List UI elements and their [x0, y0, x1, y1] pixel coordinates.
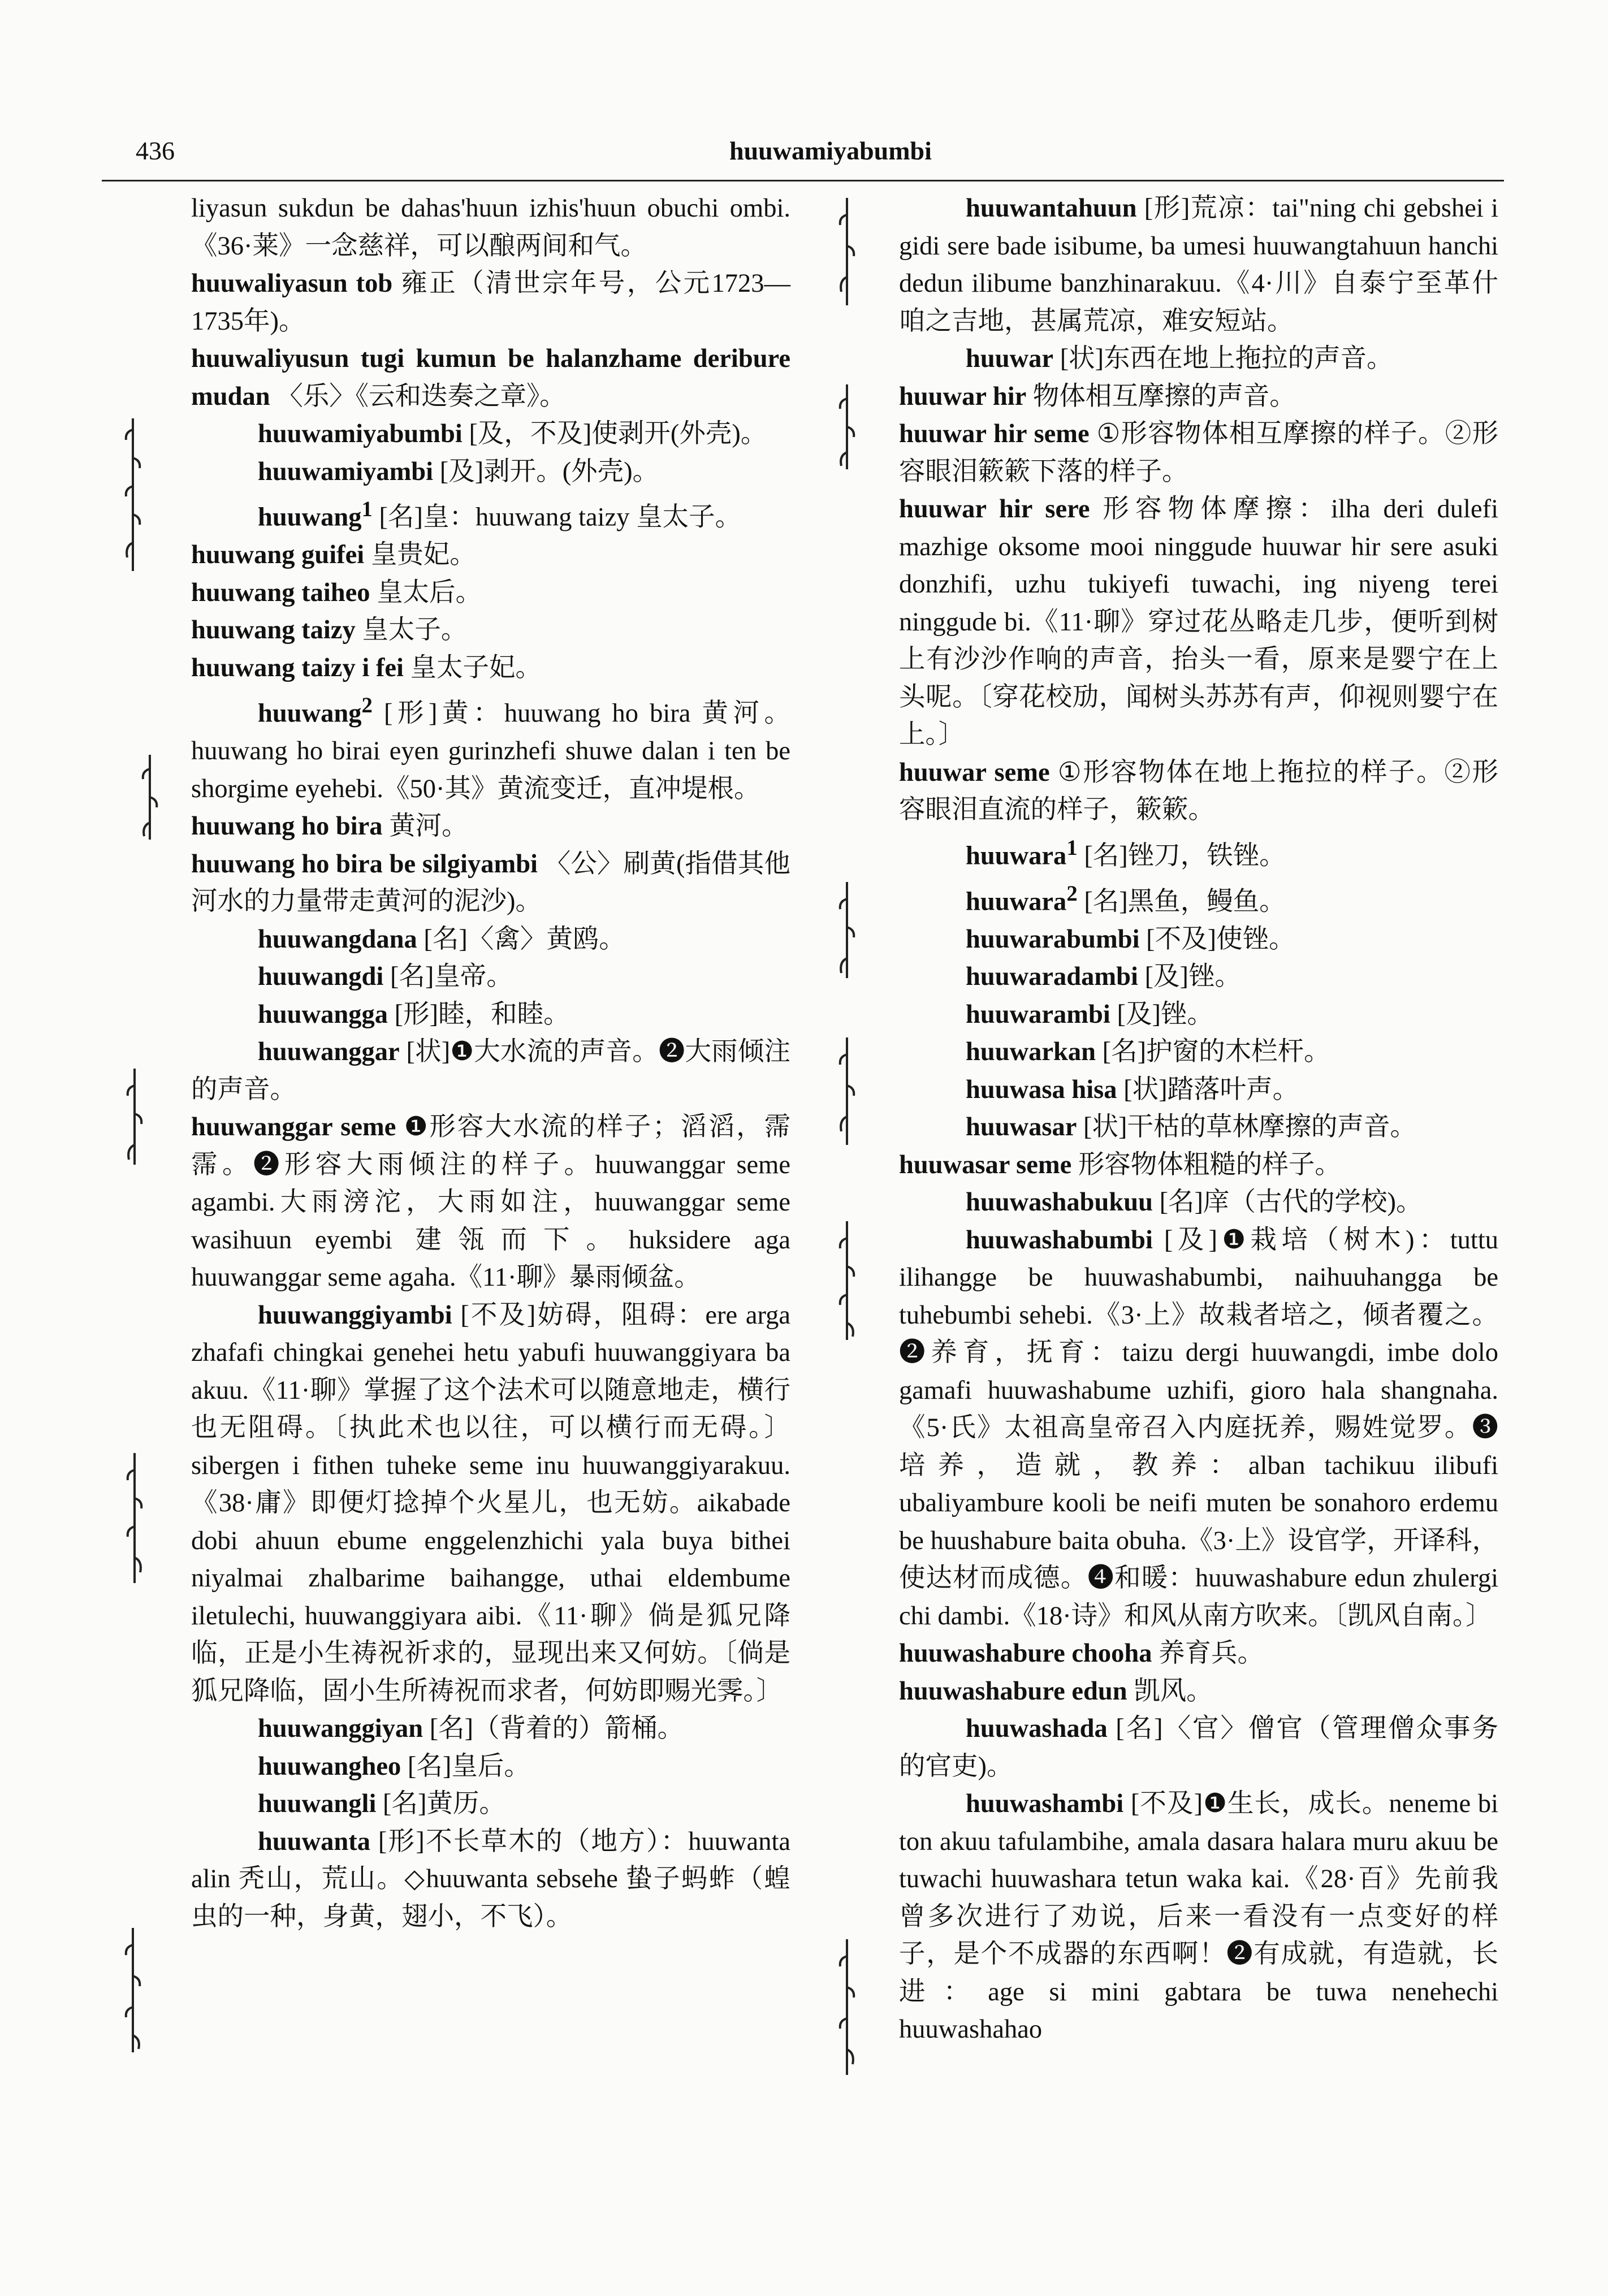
- entry-headword: huuwarkan: [966, 1037, 1096, 1066]
- entry-text: [名]（背着的）箭桶。: [423, 1714, 684, 1743]
- entry-headword: huuwar: [966, 344, 1054, 373]
- entry-text: [及]剥开。(外壳)。: [433, 457, 659, 486]
- entry-headword: huuwara: [966, 887, 1067, 916]
- dictionary-entry: [899, 1034, 1498, 1071]
- entry-headword: huuwara: [966, 841, 1067, 870]
- entry-headword: huuwanta: [258, 1827, 371, 1856]
- manchu-script-glyph: [836, 1939, 858, 2075]
- homonym-number: 1: [1066, 835, 1078, 860]
- manchu-script-glyph: [139, 755, 161, 840]
- entry-headword: huuwashabumbi: [966, 1225, 1153, 1255]
- homonym-number: 2: [1066, 881, 1078, 906]
- page-number: 436: [136, 136, 175, 165]
- entry-text: [名]黄历。: [376, 1789, 505, 1818]
- entry-headword: huuwar seme: [899, 758, 1050, 787]
- dictionary-entry: [899, 958, 1498, 996]
- dictionary-entry: [899, 1222, 1498, 1636]
- entry-text: [不及]妨碍，阻碍：ere arga zhafafi chingkai genehei hetu yabufi huuwanggiyara ba akuu.《11·聊》掌握了这个法术可以随意地走，横行也无阻碍。〔执此术也以往，可以横行而无碍。〕sibergen i fithen tuheke seme inu huuwanggiyarakuu.《38·庸》即便灯捻掉个火星儿，也无妨。aikabade dobi ahuun ebume enggelenzhichi yala buya bithei niyalmai zhalbarime baihangge, uthai eldembume iletulechi, huuwanggiyara aibi.《11·聊》倘是狐兄降临，正是小生祷祝祈求的，显现出来又何妨。〔倘是狐兄降临，固小生所祷祝而求者，何妨即赐光霁。〕: [191, 1300, 790, 1706]
- entry-headword: huuwangga: [258, 1000, 388, 1029]
- dictionary-entry: [899, 378, 1498, 416]
- entry-text: ❶形容大水流的样子；滔滔，霈霈。❷形容大雨倾注的样子。huuwanggar seme agambi.大雨滂沱，大雨如注，huuwanggar seme wasihuun eyembi 建瓴而下。huksidere aga huuwanggar seme agaha.《11·聊》暴雨倾盆。: [191, 1113, 791, 1292]
- manchu-script-glyph: [836, 1221, 858, 1340]
- entry-text: [状]干枯的草林摩擦的声音。: [1077, 1113, 1417, 1141]
- entry-text: 皇太后。: [370, 578, 482, 607]
- entry-text: ①形容物体相互摩擦的样子。②形容眼泪簌簌下落的样子。: [899, 420, 1498, 486]
- entry-text: 〈公〉刷黄(指借其他河水的力量带走黄河的泥沙)。: [191, 849, 790, 916]
- dictionary-entry: [191, 612, 790, 650]
- entry-text: 凯风。: [1127, 1676, 1213, 1706]
- manchu-script-glyph: [836, 1037, 858, 1145]
- entry-headword: huuwanggar: [258, 1037, 400, 1066]
- manchu-script-glyph: [836, 882, 858, 978]
- entry-headword: huuwar hir sere: [899, 495, 1090, 524]
- dictionary-entry: [899, 1710, 1498, 1785]
- dictionary-entry: [191, 190, 790, 265]
- entry-text: [形]黄：huuwang ho bira 黄河。huuwang ho birai eyen gurinzhefi shuwe dalan i ten be shorgime eyehebi.《50·其》黄流变迁，直冲堤根。: [191, 699, 790, 803]
- entry-text: 雍正（清世宗年号，公元1723—1735年)。: [191, 269, 791, 336]
- dictionary-entry: [191, 1710, 790, 1748]
- entry-headword: huuwasa hisa: [966, 1075, 1117, 1104]
- dictionary-entry: [899, 1785, 1498, 2049]
- entry-headword: huuwang: [258, 699, 362, 728]
- entry-text: 形容物体粗糙的样子。: [1071, 1150, 1341, 1179]
- dictionary-entry: [191, 650, 790, 687]
- dictionary-entry: [899, 190, 1498, 340]
- left-column: [191, 190, 790, 1936]
- right-column: [899, 190, 1498, 2049]
- entry-headword: huuwangli: [258, 1789, 377, 1818]
- entry-text: [不及]❶生长，成长。neneme bi ton akuu tafulambihe, amala dasara halara muru akuu be tuwachi huuwashara tetun waka kai.《28·百》先前我曾多次进行了劝说，后来一看没有一点变好的样子，是个不成器的东西啊！❷有成就，有造就，长进：age si mini gabtara be tuwa nenehechi huuwashahao: [899, 1789, 1498, 2044]
- entry-text: [名]庠（古代的学校)。: [1152, 1188, 1423, 1217]
- dictionary-entry: [191, 808, 790, 846]
- entry-headword: huuwasar: [966, 1113, 1077, 1141]
- entry-text: [名]锉刀，铁锉。: [1077, 841, 1286, 870]
- entry-text: [名]〈官〉僧官（管理僧众事务的官吏)。: [899, 1714, 1498, 1781]
- entry-headword: huuwashabukuu: [966, 1188, 1153, 1217]
- dictionary-entry: [191, 687, 790, 808]
- entry-headword: huuwang ho bira be silgiyambi: [191, 849, 538, 879]
- dictionary-entry: [899, 1109, 1498, 1147]
- dictionary-entry: [191, 265, 790, 340]
- entry-headword: huuwamiyambi: [258, 457, 434, 486]
- entry-text: [名]皇：huuwang taizy 皇太子。: [372, 503, 742, 532]
- entry-text: [名]皇后。: [401, 1752, 530, 1781]
- entry-headword: huuwarambi: [966, 1000, 1110, 1029]
- dictionary-entry: [191, 1823, 790, 1936]
- entry-text: 黄河。: [382, 812, 468, 841]
- entry-headword: huuwanggiyan: [258, 1714, 423, 1743]
- dictionary-entry: [899, 875, 1498, 921]
- entry-headword: huuwang ho bira: [191, 812, 383, 841]
- dictionary-entry: [191, 1748, 790, 1786]
- dictionary-entry: [899, 829, 1498, 875]
- entry-text: 皇贵妃。: [364, 541, 476, 569]
- entry-text: liyasun sukdun be dahas'huun izhis'huun obuchi ombi.《36·莱》一念慈祥，可以酿两间和气。: [191, 194, 790, 261]
- entry-headword: huuwaliyasun tob: [191, 269, 393, 298]
- entry-text: [名]〈禽〉黄鸥。: [417, 924, 625, 954]
- entry-text: [及]锉。: [1138, 962, 1242, 991]
- entry-text: 〈乐〉《云和迭奏之章》。: [270, 382, 566, 411]
- dictionary-entry: [191, 453, 790, 491]
- entry-text: 养育兵。: [1152, 1639, 1264, 1668]
- dictionary-entry: [899, 1673, 1498, 1711]
- dictionary-entry: [191, 1785, 790, 1823]
- dictionary-entry: [191, 574, 790, 612]
- entry-text: 物体相互摩擦的声音。: [1026, 382, 1296, 411]
- dictionary-entry: [191, 1034, 790, 1109]
- entry-text: [及]❶栽培（树木)：tuttu ilihangge be huuwashabumbi, naihuuhangga be tuhebumbi sehebi.《3·上》故栽者培之，倾者覆之。❷养育，抚育：taizu dergi huuwangdi, imbe dolo gamafi huuwashabume uzhifi, gioro hala shangnaha.《5·氏》太祖高皇帝召入内庭抚养，赐姓觉罗。❸培养，造就，教养：alban tachikuu ilibufi ubaliyambure kooli be neifi muten be sonahoro erdemu be huushabure baita obuha.《3·上》设官学，开译科，使达材而成德。❹和暖：huuwashabure edun zhulergi chi dambi.《18·诗》和风从南方吹来。〔凯风自南。〕: [899, 1225, 1498, 1631]
- manchu-script-glyph: [122, 418, 144, 571]
- dictionary-entry: [191, 416, 790, 453]
- dictionary-entry: [899, 416, 1498, 491]
- manchu-script-glyph: [123, 1069, 146, 1165]
- entry-headword: huuwaradambi: [966, 962, 1138, 991]
- dictionary-entry: [899, 340, 1498, 378]
- entry-text: [及]锉。: [1110, 1000, 1213, 1029]
- entry-headword: huuwangheo: [258, 1752, 401, 1781]
- entry-text: [形]荒凉：tai"ning chi gebshei i gidi sere bade isibume, ba umesi huuwangtahuun hanchi dedun ilibume banzhinarakuu.《4·川》自泰宁至革什咱之吉地，甚属荒凉，难安短站。: [899, 194, 1498, 336]
- dictionary-entry: [191, 958, 790, 996]
- homonym-number: 1: [361, 497, 373, 521]
- dictionary-entry: [899, 921, 1498, 959]
- dictionary-entry: [191, 491, 790, 537]
- dictionary-entry: [191, 537, 790, 574]
- dictionary-entry: [191, 921, 790, 959]
- dictionary-entry: [899, 1635, 1498, 1673]
- entry-text: [状]❶大水流的声音。❷大雨倾注的声音。: [191, 1037, 790, 1104]
- entry-headword: huuwanggar seme: [191, 1113, 396, 1141]
- entry-headword: huuwang taizy: [191, 616, 356, 645]
- entry-headword: huuwar hir: [899, 382, 1027, 411]
- dictionary-entry: [899, 491, 1498, 754]
- header-rule: [102, 180, 1504, 181]
- dictionary-entry: [191, 846, 790, 921]
- running-head: huuwamiyabumbi: [729, 136, 932, 165]
- entry-headword: huuwashada: [966, 1714, 1108, 1743]
- entry-text: [状]东西在地上拖拉的声音。: [1053, 344, 1393, 373]
- dictionary-entry: [899, 1071, 1498, 1109]
- entry-text: [名]皇帝。: [383, 962, 513, 991]
- entry-headword: huuwangdana: [258, 924, 417, 954]
- entry-headword: huuwashabure chooha: [899, 1639, 1152, 1668]
- entry-headword: huuwang: [258, 503, 362, 532]
- entry-headword: huuwaliyusun tugi kumun be halanzhame deribure mudan: [191, 344, 790, 411]
- entry-text: [名]护窗的木栏杆。: [1096, 1037, 1330, 1066]
- entry-headword: huuwantahuun: [966, 194, 1137, 223]
- manchu-script-glyph: [123, 1453, 146, 1583]
- manchu-script-glyph: [122, 1928, 144, 2052]
- dictionary-entry: [899, 1147, 1498, 1184]
- entry-headword: huuwang guifei: [191, 541, 365, 569]
- entry-headword: huuwangdi: [258, 962, 384, 991]
- entry-text: ①形容物体在地上拖拉的样子。②形容眼泪直流的样子，簌簌。: [899, 758, 1498, 824]
- homonym-number: 2: [361, 693, 373, 717]
- dictionary-entry: [899, 754, 1498, 829]
- dictionary-entry: [191, 1297, 790, 1711]
- entry-text: 形容物体摩擦：ilha deri dulefi mazhige oksome mooi ninggude huuwar hir sere asuki donzhifi, uzhu tukiyefi tuwachi, ing niyeng terei ninggude bi.《11·聊》穿过花丛略走几步，便听到树上有沙沙作响的声音，抬头一看，原来是婴宁在上头呢。〔穿花校劢，闻树头苏苏有声，仰视则婴宁在上。〕: [899, 495, 1499, 749]
- entry-text: 皇太子妃。: [403, 653, 542, 682]
- entry-headword: huuwarabumbi: [966, 924, 1140, 954]
- entry-headword: huuwang taiheo: [191, 578, 370, 607]
- entry-headword: huuwashambi: [966, 1789, 1124, 1818]
- dictionary-entry: [899, 996, 1498, 1034]
- entry-headword: huuwang taizy i fei: [191, 653, 404, 682]
- entry-text: [形]睦，和睦。: [388, 1000, 570, 1029]
- entry-text: [不及]使锉。: [1139, 924, 1295, 954]
- entry-headword: huuwasar seme: [899, 1150, 1072, 1179]
- dictionary-entry: [899, 1184, 1498, 1222]
- manchu-script-glyph: [836, 384, 858, 469]
- entry-headword: huuwanggiyambi: [258, 1300, 452, 1330]
- entry-text: [及，不及]使剥开(外壳)。: [462, 420, 767, 448]
- dictionary-entry: [191, 340, 790, 416]
- entry-text: [状]踏落叶声。: [1117, 1075, 1299, 1104]
- entry-text: [名]黑鱼，鳗鱼。: [1077, 887, 1286, 916]
- entry-headword: huuwar hir seme: [899, 420, 1090, 448]
- dictionary-entry: [191, 996, 790, 1034]
- entry-text: 皇太子。: [355, 616, 468, 645]
- dictionary-entry: [191, 1109, 790, 1297]
- entry-headword: huuwashabure edun: [899, 1676, 1127, 1706]
- entry-text: [形]不长草木的（地方）：huuwanta alin 秃山，荒山。◇huuwanta sebsehe 蛰子蚂蚱（蝗虫的一种，身黄，翅小，不飞）。: [191, 1827, 790, 1931]
- entry-headword: huuwamiyabumbi: [258, 420, 462, 448]
- manchu-script-glyph: [836, 198, 858, 305]
